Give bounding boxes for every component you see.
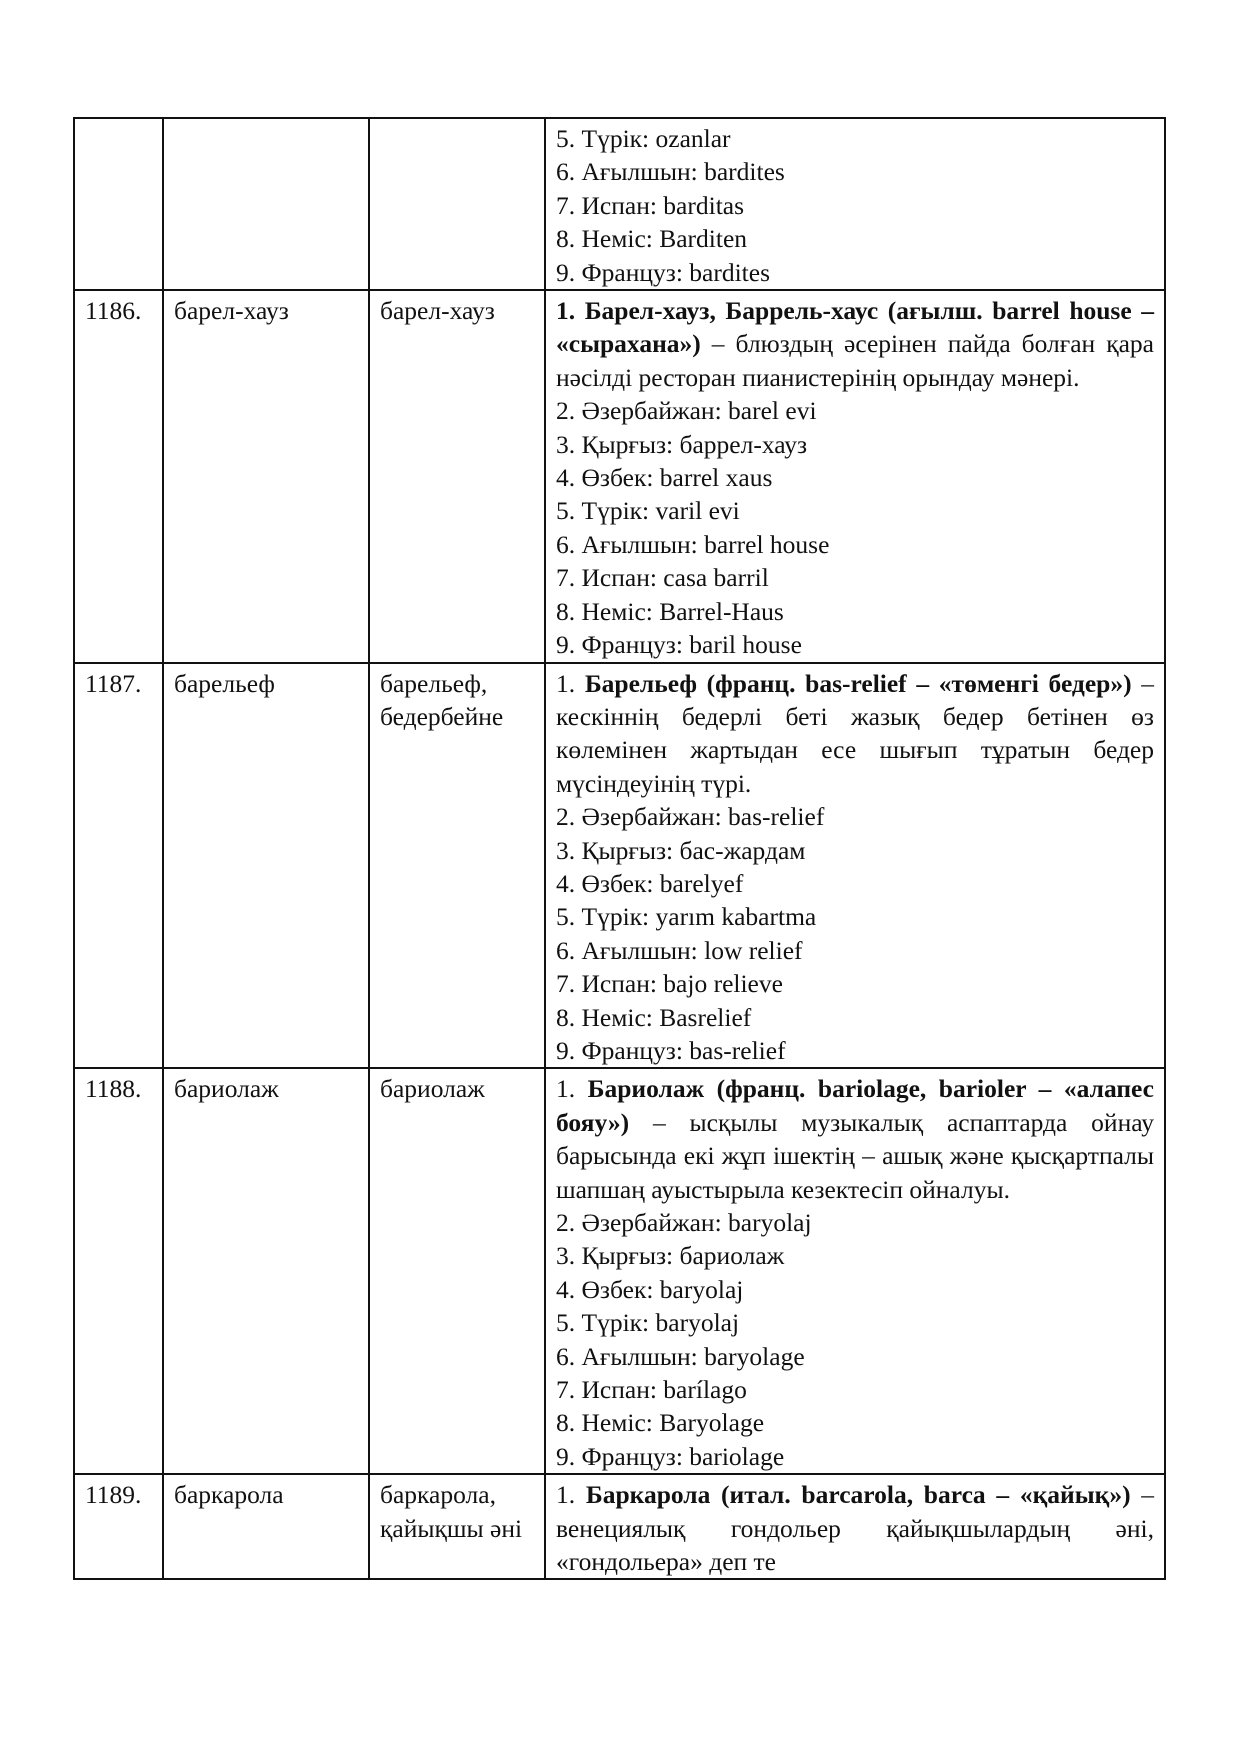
translation-line: 5. Түрік: yarım kabartma (556, 902, 817, 932)
entry-kazakh-term: барельеф, бедербейне (369, 663, 545, 1069)
definition-text (556, 1478, 1154, 1578)
entry-number: 1189. (74, 1474, 163, 1579)
entry-kazakh-term (369, 118, 545, 290)
definition-prefix: 1. (556, 1074, 588, 1104)
definition-body: – блюздың әсерінен пайда болған қара нәсілді ресторан пианистерінің орындау мәнері. (556, 329, 1154, 392)
entry-term (163, 118, 369, 290)
definition-body: – ысқылы музыкалық аспаптарда ойнау барысында екі жұп ішектің – ашық және қысқартпалы шапшаң ауыстырыла кезектесіп ойналуы. (556, 1107, 1154, 1204)
definition-body: – венециялық гондольер қайықшылардың әні, «гондольера» деп те (556, 1480, 1155, 1577)
translation-line: 4. Өзбек: barrel xaus (556, 463, 773, 493)
translation-line: 8. Неміс: Barditen (556, 224, 748, 254)
dictionary-table (73, 117, 1166, 1580)
definition-prefix: 1. (556, 668, 585, 698)
translation-line: 8. Неміс: Barrel-Haus (556, 596, 784, 626)
translation-line: 7. Испан: casa barril (556, 563, 769, 593)
translation-line: 6. Ағылшын: barrel house (556, 529, 830, 559)
table-row (74, 118, 1165, 290)
entry-number: 1187. (74, 663, 163, 1069)
translation-line: 2. Әзербайжан: barel evi (556, 396, 817, 426)
entry-definition (545, 1474, 1165, 1579)
translation-line: 2. Әзербайжан: bas-relief (556, 802, 825, 832)
entry-number: 1186. (74, 290, 163, 662)
entry-kazakh-term: бариолаж (369, 1068, 545, 1474)
translation-line: 7. Испан: barílago (556, 1375, 747, 1405)
table-row (74, 1068, 1165, 1474)
translation-line: 9. Француз: bas-relief (556, 1035, 786, 1065)
entry-definition (545, 663, 1165, 1069)
translation-line: 5. Түрік: baryolaj (556, 1308, 740, 1338)
dictionary-rows (74, 118, 1165, 1579)
definition-text (556, 294, 1154, 394)
translation-line: 8. Неміс: Basrelief (556, 1002, 752, 1032)
translation-line: 8. Неміс: Baryolage (556, 1408, 765, 1438)
entry-definition (545, 1068, 1165, 1474)
translation-line: 3. Қырғыз: бариолаж (556, 1241, 785, 1271)
translation-line: 3. Қырғыз: баррел-хауз (556, 429, 808, 459)
definition-prefix: 1. (556, 1480, 586, 1510)
translation-line: 4. Өзбек: barelyef (556, 868, 744, 898)
translation-line: 9. Француз: bariolage (556, 1441, 785, 1471)
translation-line: 9. Француз: bardites (556, 257, 771, 287)
entry-number: 1188. (74, 1068, 163, 1474)
translation-line: 2. Әзербайжан: baryolaj (556, 1208, 812, 1237)
definition-body: – кескіннің бедерлі беті жазық бедер бетінен өз көлемінен жартыдан есе шығып тұратын бедер мүсіндеуінің түрі. (556, 668, 1155, 798)
translation-line: 6. Ағылшын: bardites (556, 157, 785, 187)
definition-headword: Бариолаж (франц. bariolage, barioler – «алапес бояу») (556, 1074, 1155, 1137)
translation-line: 9. Француз: baril house (556, 630, 802, 660)
translation-line: 5. Түрік: ozanlar (556, 124, 731, 153)
translation-line: 3. Қырғыз: бас-жардам (556, 835, 806, 865)
definition-text (556, 1072, 1154, 1206)
translation-line: 5. Түрік: varil evi (556, 496, 740, 526)
entry-kazakh-term: баркарола, қайықшы әні (369, 1474, 545, 1579)
definition-headword: Баркарола (итал. barcarola, barca – «қайық») (585, 1480, 1131, 1510)
definition-text (556, 667, 1154, 801)
translation-line: 7. Испан: barditas (556, 190, 745, 220)
translation-line: 6. Ағылшын: baryolage (556, 1341, 805, 1371)
table-row (74, 1474, 1165, 1579)
translation-line: 4. Өзбек: baryolaj (556, 1274, 744, 1304)
entry-definition (545, 290, 1165, 662)
entry-term: барел-хауз (163, 290, 369, 662)
translation-line: 7. Испан: bajo relieve (556, 969, 783, 999)
entry-term: баркарола (163, 1474, 369, 1579)
entry-term: барельеф (163, 663, 369, 1069)
definition-headword: 1. Барел-хауз, Баррель-хаус (ағылш. barrel house – «сырахана») (556, 296, 1154, 359)
entry-kazakh-term: барел-хауз (369, 290, 545, 662)
entry-term: бариолаж (163, 1068, 369, 1474)
translation-line: 6. Ағылшын: low relief (556, 935, 803, 965)
definition-headword: Барельеф (франц. bas-relief – «төменгі бедер») (584, 668, 1132, 698)
table-row (74, 290, 1165, 662)
entry-number (74, 118, 163, 290)
table-row (74, 663, 1165, 1069)
entry-definition (545, 118, 1165, 290)
